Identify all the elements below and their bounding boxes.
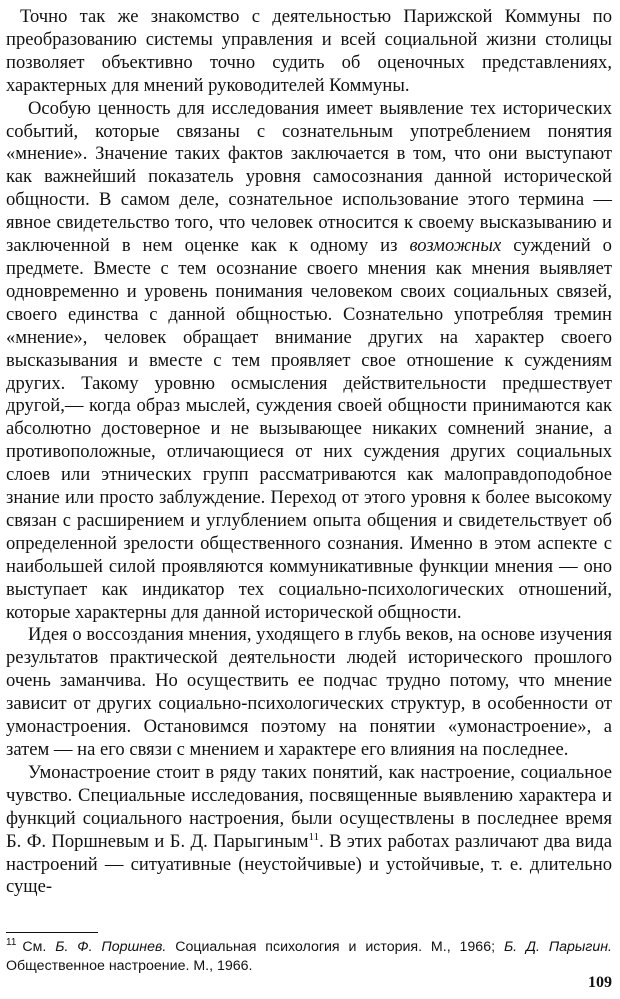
- footnote-lead: См.: [22, 939, 56, 955]
- footnote-title-2: Общественное настроение. М., 1966.: [6, 958, 253, 974]
- paragraph-3-text: Идея о воссоздания мнения, уходящего в глубь веков, на основе изучения результатов практической деятельности людей исторического прошлого очень заманчива. Но осуществить ее подчас трудно потому, что мнение зависит от других социально-психологических структур, в особенности от умонастроения. Остановимся поэтому на понятии «умонастроение», а затем — на его связи с мнением и характере его влияния на последнее.: [6, 624, 612, 760]
- paragraph-1-text: Точно так же знакомство с деятельностью Парижской Коммуны по преобразованию системы управления и всей социальной жизни столицы позволяет объективно точно судить об оценочных представлениях, характерных для мнений руководителей Коммуны.: [6, 6, 612, 96]
- italic-word: возможных: [409, 235, 502, 257]
- page-number: 109: [588, 974, 612, 991]
- footnote: [6, 938, 612, 976]
- paragraph-4: [6, 762, 612, 899]
- paragraph-4-text-end: . В этих работах различают два вида настроений — ситуативные (неустойчивые) и устойчивые, т. е. длительно суще-: [6, 830, 613, 898]
- paragraph-2-text-start: Особую ценность для исследования имеет выявление тех исторических событий, которые связаны с сознательным употреблением понятия «мнение». Значение таких фактов заключается в том, что они выступают как важнейший показатель уровня самосознания данной исторической общности. В самом деле, сознательное использование этого термина — явное свидетельство того, что человек относится к своему высказыванию и заключенной в нем оценке как к одному из: [6, 97, 612, 257]
- footnote-title-1: Социальная психология и история. М., 1966;: [166, 939, 504, 955]
- paragraph-3: [6, 624, 612, 761]
- paragraph-1: [6, 6, 612, 98]
- footnote-author-1: Б. Ф. Поршнев.: [55, 939, 167, 955]
- footnote-author-2: Б. Д. Парыгин.: [503, 939, 612, 955]
- footnote-reference: 11: [308, 830, 320, 843]
- paragraph-2: [6, 98, 612, 625]
- paragraph-4-text-start: Умонастроение стоит в ряду таких понятий, как настроение, социальное чувство. Специальные исследования, посвященные выявлению характера и функций социального настроения, были осуществлены в последнее время Б. Ф. Поршневым и Б. Д. Парыгиным: [6, 761, 612, 852]
- paragraph-2-text-end: суждений о предмете. Вместе с тем осознание своего мнения как мнения выявляет одновременно и уровень понимания человеком своих социальных связей, своего единства с данной общностью. Сознательно употребляя тремин «мнение», человек обращает внимание других на характер своего высказывания и вместе с тем проявляет свое отношение к суждениям других. Такому уровню осмысления действительности предшествует другой,— когда образ мыслей, суждения своей общности принимаются как абсолютно достоверное и не вызывающее никаких сомнений знание, а противоположные, отличающиеся от них суждения других социальных слоев или этнических групп рассматриваются как малоправдоподобное знание или просто заблуждение. Переход от этого уровня к более высокому связан с расширением и углублением опыта общения и свидетельствует об определенной зрелости общественного сознания. Именно в этом аспекте с наибольшей силой проявляются коммуникативные функции мнения — оно выступает как индикатор тех социально-психологических отношений, которые характерны для данной исторической общности.: [6, 235, 612, 623]
- main-text: [6, 6, 612, 899]
- footnote-divider: [6, 932, 98, 933]
- footnote-number: 11: [6, 937, 17, 949]
